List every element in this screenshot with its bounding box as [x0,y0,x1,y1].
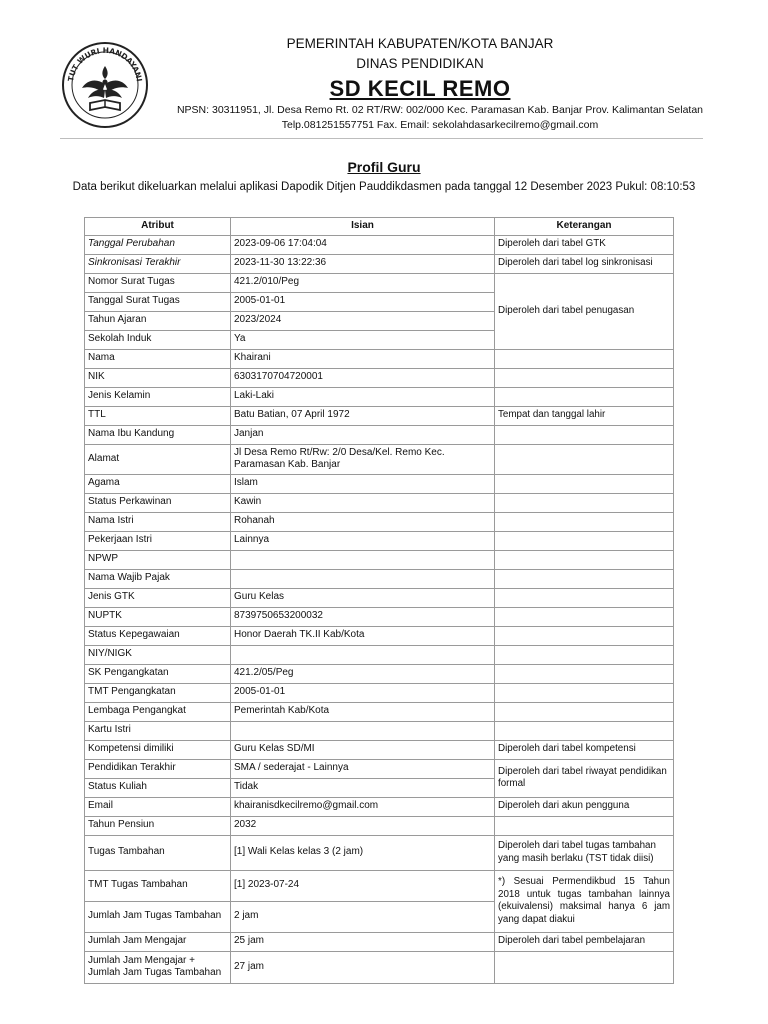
table-header-row [85,218,674,236]
atribut-cell: Nama Ibu Kandung [85,425,231,444]
atribut-cell: Kompetensi dimiliki [85,740,231,759]
atribut-cell: Pendidikan Terakhir [85,759,231,778]
table-row [85,626,674,645]
keterangan-cell [495,387,674,406]
isian-cell: Ya [231,330,495,349]
column-header-keterangan: Keterangan [495,218,674,236]
isian-cell: Jl Desa Remo Rt/Rw: 2/0 Desa/Kel. Remo Kec. Paramasan Kab. Banjar [231,444,495,474]
isian-cell: Honor Daerah TK.II Kab/Kota [231,626,495,645]
profile-table [84,217,674,984]
isian-cell: 2005-01-01 [231,683,495,702]
atribut-cell: TMT Pengangkatan [85,683,231,702]
keterangan-cell [495,444,674,474]
table-row [85,387,674,406]
isian-cell [231,645,495,664]
atribut-cell: NIK [85,368,231,387]
table-row [85,740,674,759]
column-header-isian: Isian [231,218,495,236]
atribut-cell: Jumlah Jam Mengajar + Jumlah Jam Tugas Tambahan [85,951,231,983]
atribut-cell: SK Pengangkatan [85,664,231,683]
atribut-cell: Tanggal Perubahan [85,235,231,254]
keterangan-cell [495,664,674,683]
isian-cell: Pemerintah Kab/Kota [231,702,495,721]
table-row [85,664,674,683]
isian-cell: 421.2/05/Peg [231,664,495,683]
keterangan-cell [495,626,674,645]
letterhead [60,30,710,140]
isian-cell [231,721,495,740]
document-title: Profil Guru [347,159,421,175]
keterangan-cell [495,531,674,550]
atribut-cell: Pekerjaan Istri [85,531,231,550]
atribut-cell: Nomor Surat Tugas [85,273,231,292]
department-name: DINAS PENDIDIKAN [356,56,484,71]
atribut-cell: TTL [85,406,231,425]
isian-cell: Batu Batian, 07 April 1972 [231,406,495,425]
table-row [85,531,674,550]
atribut-cell: Sinkronisasi Terakhir [85,254,231,273]
keterangan-cell [495,425,674,444]
atribut-cell: Status Kepegawaian [85,626,231,645]
isian-cell [231,550,495,569]
table-row [85,932,674,951]
table-row [85,702,674,721]
atribut-cell: NPWP [85,550,231,569]
isian-cell: Kawin [231,493,495,512]
keterangan-cell [495,721,674,740]
atribut-cell: Tanggal Surat Tugas [85,292,231,311]
isian-cell: khairanisdkecilremo@gmail.com [231,797,495,816]
keterangan-cell [495,702,674,721]
atribut-cell: Alamat [85,444,231,474]
document-subtitle: Data berikut dikeluarkan melalui aplikasi Dapodik Ditjen Pauddikdasmen pada tanggal 12 Desember 2023 Pukul: 08:10:53 [72,181,696,193]
isian-cell: 2023-11-30 13:22:36 [231,254,495,273]
keterangan-cell [495,683,674,702]
table-row [85,406,674,425]
atribut-cell: Jenis GTK [85,588,231,607]
keterangan-cell: Diperoleh dari tabel riwayat pendidikan formal [495,759,674,797]
table-row [85,349,674,368]
table-row [85,254,674,273]
keterangan-cell: *) Sesuai Permendikbud 15 Tahun 2018 untuk tugas tambahan lainnya (ekuivalensi) maksimal hanya 6 jam yang dapat diakui [495,870,674,932]
atribut-cell: Tahun Pensiun [85,816,231,835]
isian-cell: Khairani [231,349,495,368]
isian-cell: Rohanah [231,512,495,531]
atribut-cell: Kartu Istri [85,721,231,740]
atribut-cell: Email [85,797,231,816]
keterangan-cell [495,588,674,607]
isian-cell: Tidak [231,778,495,797]
isian-cell: 2032 [231,816,495,835]
svg-text:TUT WURI HANDAYANI: TUT WURI HANDAYANI [66,45,144,83]
table-row [85,816,674,835]
keterangan-cell [495,569,674,588]
column-header-atribut: Atribut [85,218,231,236]
isian-cell: [1] 2023-07-24 [231,870,495,901]
isian-cell: 421.2/010/Peg [231,273,495,292]
isian-cell: 6303170704720001 [231,368,495,387]
keterangan-cell [495,951,674,983]
table-row [85,721,674,740]
table-row [85,474,674,493]
keterangan-cell: Tempat dan tanggal lahir [495,406,674,425]
keterangan-cell: Diperoleh dari tabel GTK [495,235,674,254]
table-row [85,425,674,444]
table-row [85,951,674,983]
school-contact: Telp.081251557751 Fax. Email: sekolahdasarkecilremo@gmail.com [281,119,599,131]
isian-cell: 2005-01-01 [231,292,495,311]
keterangan-cell: Diperoleh dari akun pengguna [495,797,674,816]
atribut-cell: Lembaga Pengangkat [85,702,231,721]
table-row [85,607,674,626]
keterangan-cell: Diperoleh dari tabel log sinkronisasi [495,254,674,273]
atribut-cell: Tugas Tambahan [85,835,231,870]
header-divider [60,138,703,139]
atribut-cell: NIY/NIGK [85,645,231,664]
table-row [85,569,674,588]
table-row [85,797,674,816]
atribut-cell: NUPTK [85,607,231,626]
atribut-cell: Status Perkawinan [85,493,231,512]
keterangan-cell [495,512,674,531]
table-row [85,870,674,901]
keterangan-cell: Diperoleh dari tabel kompetensi [495,740,674,759]
table-row [85,759,674,778]
isian-cell: 8739750653200032 [231,607,495,626]
isian-cell: Islam [231,474,495,493]
isian-cell: 2023-09-06 17:04:04 [231,235,495,254]
table-row [85,683,674,702]
isian-cell: 27 jam [231,951,495,983]
government-name: PEMERINTAH KABUPATEN/KOTA BANJAR [286,36,554,51]
table-row [85,493,674,512]
isian-cell: Janjan [231,425,495,444]
table-row [85,588,674,607]
keterangan-cell [495,607,674,626]
table-row [85,444,674,474]
table-row [85,512,674,531]
keterangan-cell [495,816,674,835]
isian-cell: Lainnya [231,531,495,550]
atribut-cell: Jumlah Jam Mengajar [85,932,231,951]
table-row [85,235,674,254]
keterangan-cell: Diperoleh dari tabel pembelajaran [495,932,674,951]
keterangan-cell [495,349,674,368]
isian-cell: SMA / sederajat - Lainnya [231,759,495,778]
keterangan-cell [495,474,674,493]
table-row [85,273,674,292]
isian-cell: [1] Wali Kelas kelas 3 (2 jam) [231,835,495,870]
isian-cell: Guru Kelas [231,588,495,607]
table-row [85,550,674,569]
isian-cell: 2 jam [231,901,495,932]
atribut-cell: Jenis Kelamin [85,387,231,406]
isian-cell: 25 jam [231,932,495,951]
isian-cell [231,569,495,588]
table-row [85,835,674,870]
keterangan-cell: Diperoleh dari tabel penugasan [495,273,674,349]
keterangan-cell: Diperoleh dari tabel tugas tambahan yang masih berlaku (TST tidak diisi) [495,835,674,870]
tut-wuri-handayani-logo [60,40,150,130]
atribut-cell: Nama [85,349,231,368]
atribut-cell: Tahun Ajaran [85,311,231,330]
school-name: SD KECIL REMO [329,76,511,101]
table-row [85,645,674,664]
atribut-cell: TMT Tugas Tambahan [85,870,231,901]
keterangan-cell [495,368,674,387]
atribut-cell: Status Kuliah [85,778,231,797]
keterangan-cell [495,550,674,569]
keterangan-cell [495,645,674,664]
school-address: NPSN: 30311951, Jl. Desa Remo Rt. 02 RT/RW: 002/000 Kec. Paramasan Kab. Banjar Prov. Kalimantan Selatan [176,104,704,116]
atribut-cell: Agama [85,474,231,493]
atribut-cell: Nama Istri [85,512,231,531]
keterangan-cell [495,493,674,512]
atribut-cell: Jumlah Jam Tugas Tambahan [85,901,231,932]
atribut-cell: Sekolah Induk [85,330,231,349]
isian-cell: 2023/2024 [231,311,495,330]
atribut-cell: Nama Wajib Pajak [85,569,231,588]
isian-cell: Laki-Laki [231,387,495,406]
table-row [85,368,674,387]
isian-cell: Guru Kelas SD/MI [231,740,495,759]
